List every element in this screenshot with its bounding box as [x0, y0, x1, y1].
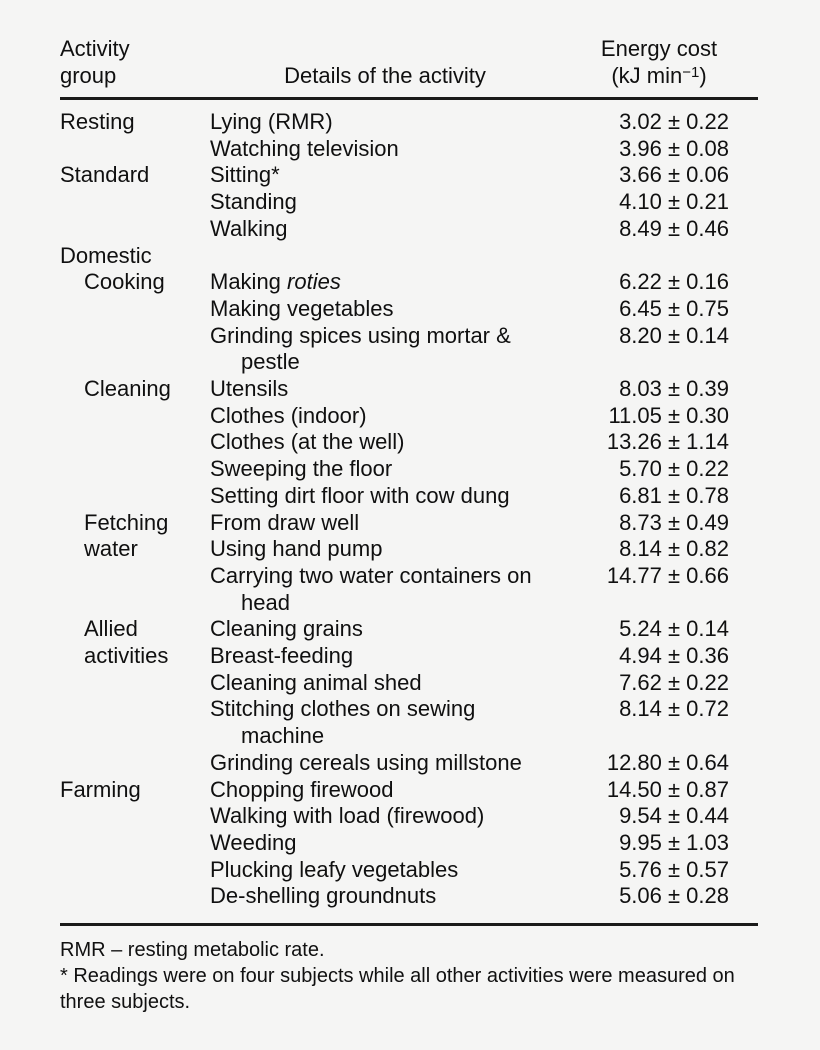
- activity-detail-cell: Weeding: [210, 829, 297, 855]
- energy-value-cell: 5.06 ± 0.28: [619, 883, 729, 909]
- activity-detail-cell: Watching television: [210, 135, 399, 161]
- energy-value-cell: 3.02 ± 0.22: [619, 109, 729, 134]
- activity-group-cell: [60, 483, 210, 510]
- activity-group-cell: Farming: [60, 776, 141, 802]
- activity-group-cell: [60, 857, 210, 884]
- detail-text: Grinding spices using mortar &: [210, 322, 511, 348]
- table-row: [60, 563, 758, 616]
- activity-group-cell: [60, 323, 210, 376]
- table-row: [60, 483, 758, 510]
- table-footnotes: [60, 926, 758, 1015]
- energy-value-cell: 8.03 ± 0.39: [619, 376, 729, 402]
- table-body: [60, 100, 758, 923]
- activity-group-cell: water: [84, 536, 138, 562]
- activity-detail-cell: Clothes (indoor): [210, 402, 367, 428]
- energy-value-cell: 8.49 ± 0.46: [619, 215, 729, 241]
- activity-detail-cell: Clothes (at the well): [210, 429, 405, 455]
- energy-value-cell: 6.45 ± 0.75: [619, 295, 729, 321]
- activity-detail-cell: Standing: [210, 189, 297, 215]
- header-activity-line2: group: [60, 63, 117, 88]
- table-row: [60, 643, 758, 670]
- table-row: [60, 243, 758, 270]
- energy-value-cell: 13.26 ± 1.14: [606, 429, 729, 455]
- table-row: [60, 830, 758, 857]
- activity-group-cell: [60, 189, 210, 216]
- header-energy-unit: [560, 62, 758, 89]
- activity-detail-cell: Walking: [210, 215, 288, 241]
- unit-prefix: (kJ min: [611, 63, 683, 88]
- table-row: [60, 376, 758, 403]
- activity-detail-cell: Plucking leafy vegetables: [210, 856, 459, 882]
- activity-group-cell: Standard: [60, 162, 150, 188]
- activity-detail-cell: Cleaning grains: [210, 616, 363, 642]
- table-row: [60, 750, 758, 777]
- detail-continuation: pestle: [241, 349, 300, 375]
- table-row: [60, 403, 758, 430]
- activity-group-cell: [60, 456, 210, 483]
- activity-detail-cell: From draw well: [210, 509, 360, 535]
- activity-detail-cell: [210, 323, 560, 376]
- activity-detail-cell: Grinding cereals using millstone: [210, 749, 522, 775]
- activity-group-cell: Cleaning: [84, 376, 171, 402]
- activity-group-cell: [60, 883, 210, 910]
- activity-group-cell: Fetching: [84, 509, 169, 535]
- detail-text: Stitching clothes on sewing: [210, 696, 476, 722]
- energy-value-cell: 4.10 ± 0.21: [619, 189, 729, 215]
- detail-continuation: head: [241, 589, 290, 615]
- header-details: Details of the activity: [284, 63, 486, 88]
- footnote-asterisk-line2: three subjects.: [60, 991, 191, 1014]
- table-row: [60, 536, 758, 563]
- table-row: [60, 883, 758, 910]
- activity-detail-cell: [210, 269, 560, 296]
- activity-group-cell: [60, 670, 210, 697]
- activity-detail-cell: Chopping firewood: [210, 776, 394, 802]
- activity-detail-cell: Cleaning animal shed: [210, 669, 422, 695]
- activity-group-cell: [60, 563, 210, 616]
- table-row: [60, 696, 758, 749]
- energy-value-cell: 6.81 ± 0.78: [619, 482, 729, 508]
- energy-value-cell: 11.05 ± 0.30: [608, 402, 729, 428]
- energy-value-cell: [560, 243, 758, 270]
- table-header: [60, 0, 758, 97]
- table-row: [60, 429, 758, 456]
- table-row: [60, 510, 758, 537]
- header-energy-line1: Energy cost: [600, 36, 718, 61]
- activity-group-cell: Allied: [84, 616, 138, 642]
- table-row: [60, 189, 758, 216]
- activity-group-cell: Domestic: [60, 242, 152, 268]
- activity-detail-cell: [210, 696, 560, 749]
- energy-value-cell: 6.22 ± 0.16: [619, 269, 729, 295]
- table-row: [60, 296, 758, 323]
- activity-group-cell: [60, 216, 210, 243]
- table-row: [60, 616, 758, 643]
- detail-continuation: machine: [241, 723, 325, 749]
- energy-value-cell: 8.14 ± 0.82: [619, 536, 729, 562]
- energy-value-cell: 5.70 ± 0.22: [619, 456, 729, 482]
- activity-detail-cell: Sitting*: [210, 162, 280, 188]
- activity-group-cell: [60, 803, 210, 830]
- header-activity-group: [60, 35, 210, 89]
- activity-group-cell: [60, 296, 210, 323]
- table-row: [60, 803, 758, 830]
- table-row: [60, 136, 758, 163]
- activity-detail-cell: Sweeping the floor: [210, 456, 393, 482]
- detail-text: Carrying two water containers on: [210, 562, 532, 588]
- energy-value-cell: 3.96 ± 0.08: [619, 135, 729, 161]
- table-row: [60, 670, 758, 697]
- activity-detail-cell: De-shelling groundnuts: [210, 883, 437, 909]
- activity-detail-cell: Breast-feeding: [210, 643, 354, 669]
- table-row: [60, 323, 758, 376]
- activity-group-cell: [60, 136, 210, 163]
- detail-italic-text: roties: [287, 269, 341, 295]
- activity-group-cell: [60, 696, 210, 749]
- footnote-asterisk-line1: * Readings were on four subjects while all other activities were measured on: [60, 965, 735, 988]
- table-row: [60, 269, 758, 296]
- activity-group-cell: [60, 403, 210, 430]
- header-energy-cost: [560, 35, 758, 89]
- energy-value-cell: 8.14 ± 0.72: [619, 696, 729, 722]
- energy-value-cell: 7.62 ± 0.22: [619, 669, 729, 695]
- energy-value-cell: 8.20 ± 0.14: [619, 322, 729, 348]
- activity-detail-cell: Using hand pump: [210, 536, 383, 562]
- table-row: [60, 777, 758, 804]
- footnote-rmr: RMR – resting metabolic rate.: [60, 939, 325, 962]
- energy-value-cell: 12.80 ± 0.64: [606, 749, 729, 775]
- unit-suffix: ): [699, 63, 707, 88]
- energy-value-cell: 14.50 ± 0.87: [606, 776, 729, 802]
- activity-group-cell: Cooking: [84, 269, 165, 295]
- energy-value-cell: 9.54 ± 0.44: [619, 803, 729, 829]
- energy-value-cell: 5.76 ± 0.57: [619, 856, 729, 882]
- table-row: [60, 216, 758, 243]
- table-row: [60, 162, 758, 189]
- activity-detail-cell: Lying (RMR): [210, 109, 333, 134]
- energy-cost-table: [60, 0, 758, 1015]
- activity-group-cell: [60, 750, 210, 777]
- activity-detail-cell: Setting dirt floor with cow dung: [210, 482, 510, 508]
- energy-value-cell: 3.66 ± 0.06: [619, 162, 729, 188]
- activity-detail-cell: Making vegetables: [210, 295, 394, 321]
- energy-value-cell: 5.24 ± 0.14: [619, 616, 729, 642]
- energy-value-cell: 9.95 ± 1.03: [619, 829, 729, 855]
- energy-value-cell: 8.73 ± 0.49: [619, 509, 729, 535]
- energy-value-cell: 4.94 ± 0.36: [619, 643, 729, 669]
- activity-detail-cell: Utensils: [210, 376, 289, 402]
- energy-value-cell: 14.77 ± 0.66: [606, 562, 729, 588]
- activity-detail-cell: Walking with load (firewood): [210, 803, 485, 829]
- activity-group-cell: activities: [84, 643, 169, 669]
- detail-text: Making: [210, 269, 288, 295]
- unit-superscript: −1: [682, 64, 700, 81]
- table-row: [60, 857, 758, 884]
- header-activity-line1: Activity: [60, 36, 130, 61]
- table-row: [60, 109, 758, 136]
- activity-detail-cell: [210, 243, 560, 270]
- activity-group-cell: [60, 429, 210, 456]
- activity-group-cell: Resting: [60, 109, 135, 134]
- activity-group-cell: [60, 830, 210, 857]
- table-row: [60, 456, 758, 483]
- activity-detail-cell: [210, 563, 560, 616]
